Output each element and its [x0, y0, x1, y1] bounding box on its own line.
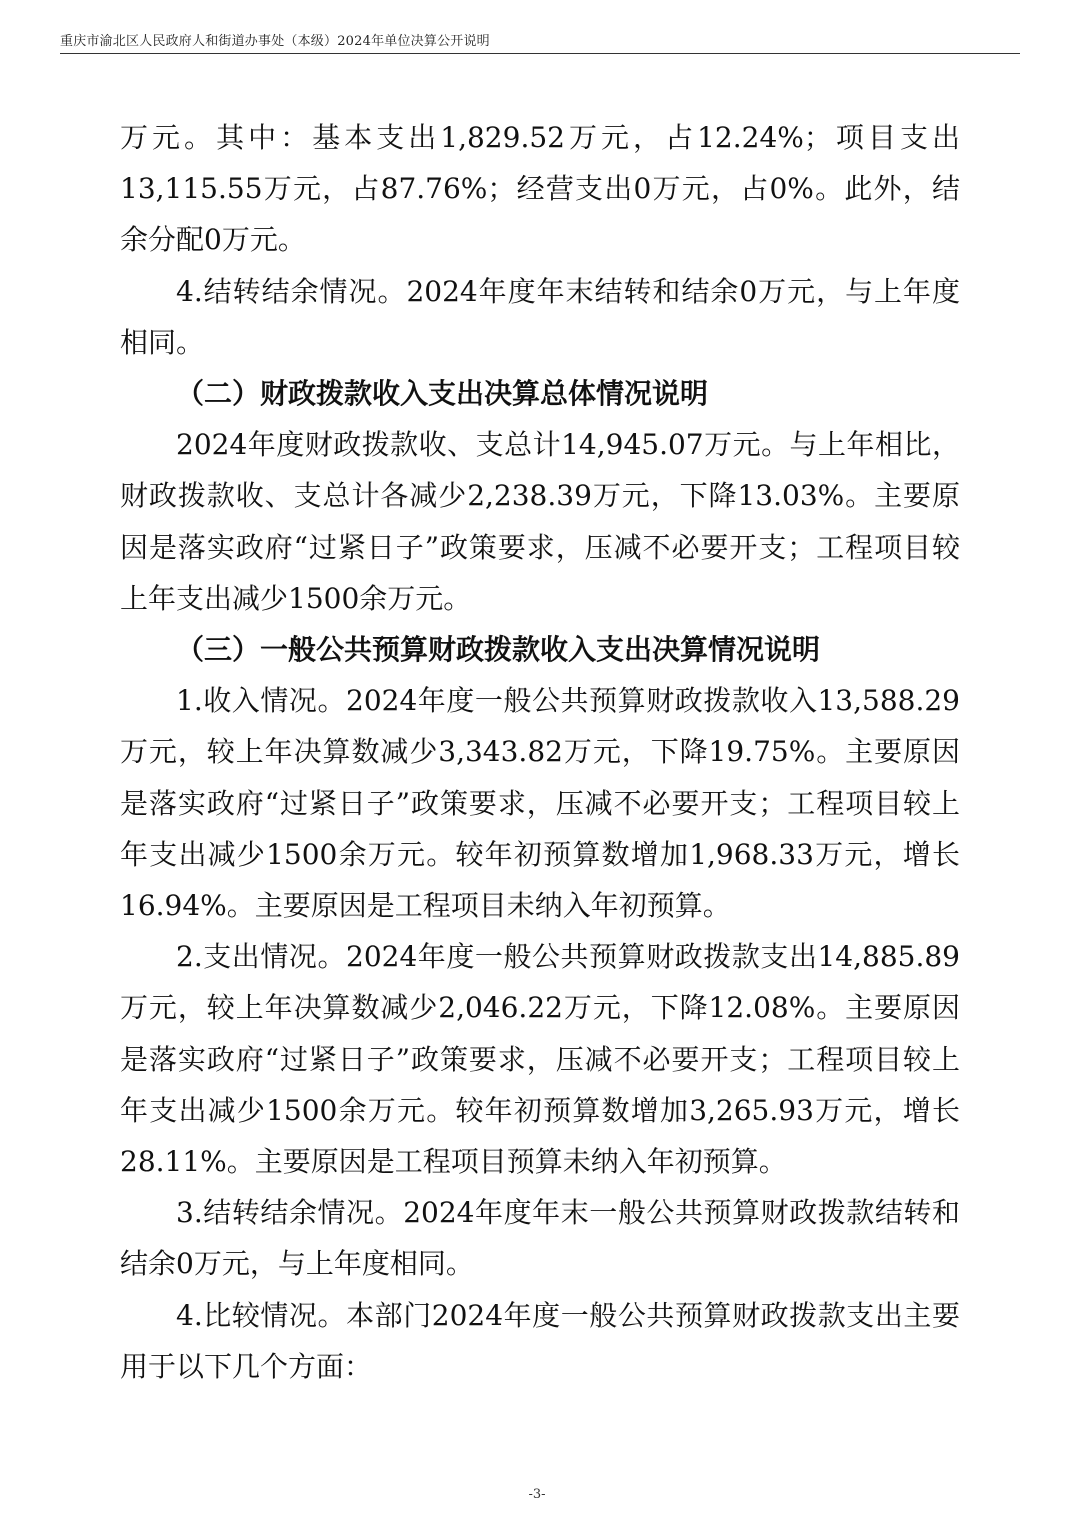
page-number: -3- [528, 1487, 546, 1502]
paragraph-fiscal-appropriation-total: 2024年度财政拨款收、支总计14,945.07万元。与上年相比，财政拨款收、支总计各减少2,238.39万元，下降13.03%。主要原因是落实政府“过紧日子”政策要求，压减不必要开支；工程项目较上年支出减少1500余万元。 [120, 428, 960, 615]
header-divider [60, 53, 1020, 54]
paragraph-expenditure-situation: 2.支出情况。2024年度一般公共预算财政拨款支出14,885.89万元，较上年决算数减少2,046.22万元，下降12.08%。主要原因是落实政府“过紧日子”政策要求，压减不必要开支；工程项目较上年支出减少1500余万元。较年初预算数增加3,265.93万元，增长28.11%。主要原因是工程项目预算未纳入年初预算。 [120, 940, 960, 1179]
paragraph-carryover-balance: 4.结转结余情况。2024年度年末结转和结余0万元，与上年度相同。 [120, 274, 960, 359]
page-header-title: 重庆市渝北区人民政府人和街道办事处（本级）2024年单位决算公开说明 [60, 34, 490, 49]
paragraph-income-situation: 1.收入情况。2024年度一般公共预算财政拨款收入13,588.29万元，较上年决算数减少3,343.82万元，下降19.75%。主要原因是落实政府“过紧日子”政策要求，压减不必要开支；工程项目较上年支出减少1500余万元。较年初预算数增加1,968.33万元，增长16.94%。主要原因是工程项目未纳入年初预算。 [120, 684, 960, 923]
paragraph-general-budget-carryover: 3.结转结余情况。2024年度年末一般公共预算财政拨款结转和结余0万元，与上年度相同。 [120, 1196, 960, 1281]
paragraph-expenditure-continuation: 万元。其中：基本支出1,829.52万元，占12.24%；项目支出13,115.55万元，占87.76%；经营支出0万元，占0%。此外，结余分配0万元。 [120, 121, 960, 257]
paragraph-comparison-situation: 4.比较情况。本部门2024年度一般公共预算财政拨款支出主要用于以下几个方面： [120, 1298, 960, 1383]
section-heading-general-public-budget: （三）一般公共预算财政拨款收入支出决算情况说明 [176, 633, 821, 667]
section-heading-fiscal-appropriation-overview: （二）财政拨款收入支出决算总体情况说明 [176, 377, 709, 411]
document-body [120, 112, 960, 1392]
